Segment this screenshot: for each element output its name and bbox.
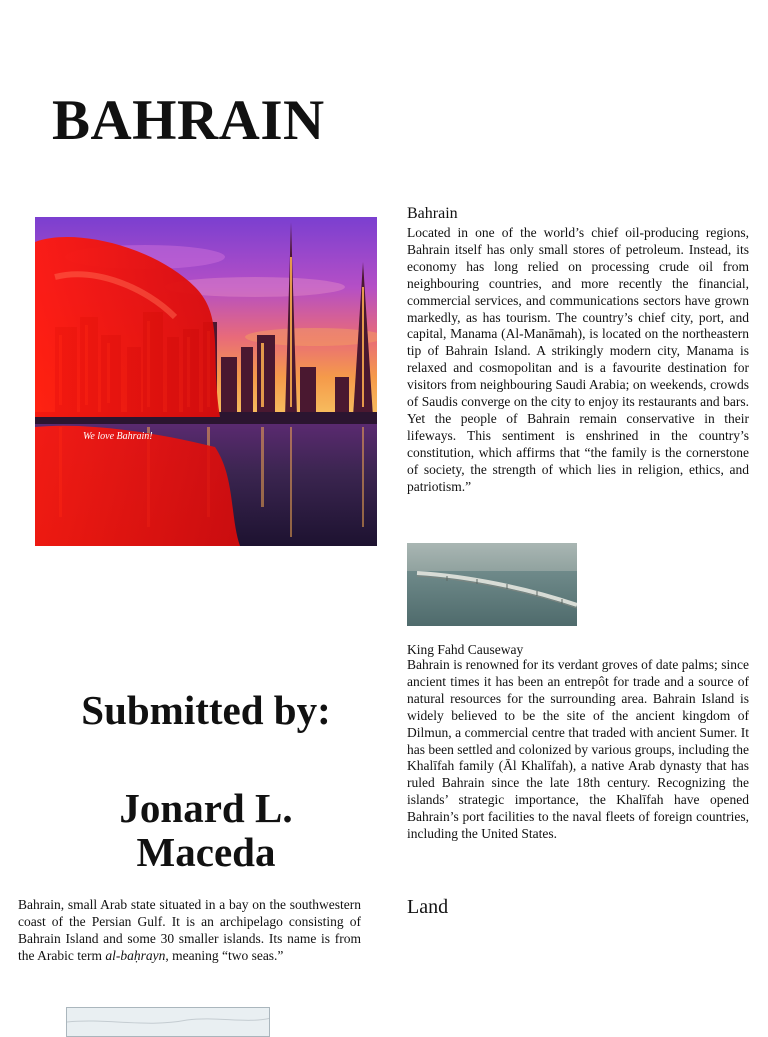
submitted-by-label: Submitted by: (81, 687, 331, 733)
hero-overlay-text: We love Bahrain! (83, 431, 153, 442)
author-name-line1: Jonard L. (119, 785, 293, 831)
page-title: BAHRAIN (52, 89, 325, 152)
summary-paragraph (18, 897, 361, 965)
section-heading-bahrain: Bahrain (407, 205, 458, 222)
causeway-caption: King Fahd Causeway (407, 642, 524, 657)
section-heading-land: Land (407, 896, 449, 918)
intro-paragraph: Located in one of the world’s chief oil-producing regions, Bahrain itself has only small stores of petroleum. Instead, its economy has long relied on processing crude oil from neighbouring countries, and more recently the financial, commercial services, and communications sectors have grown markedly, as has tourism. The country’s chief city, port, and capital, Manama (Al-Manāmah), is located on the northeastern tip of Bahrain Island. A strikingly modern city, Manama is relaxed and cosmopolitan and is a favourite destination for visitors from neighbouring Saudi Arabia; on weekends, crowds of Saudis converge on the city to enjoy its restaurants and bars. Yet the people of Bahrain remain conservative in their lifeways. This sentiment is enshrined in the country’s constitution, which affirms that “the family is the cornerstone of society, the strength of which lies in religion, ethics, and patriotism.” (407, 225, 749, 494)
summary-text-end: , meaning “two seas.” (165, 947, 284, 963)
map-thumbnail-image (66, 1007, 270, 1037)
summary-text-start: Bahrain, small Arab state situated in a bay on the southwestern coast of the Persian Gulf. It is an archipelago consisting of Bahrain Island and some 30 smaller islands. Its name is from the Arabic term (18, 897, 361, 963)
author-name (35, 786, 377, 875)
manama-skyline-image (35, 217, 377, 546)
king-fahd-causeway-photo (407, 543, 577, 626)
arabic-term: al-baḥrayn (105, 947, 166, 963)
author-name-line2: Maceda (136, 829, 276, 876)
history-paragraph: Bahrain is renowned for its verdant groves of date palms; since ancient times it has been an entrepôt for trade and a source of natural resources for the surrounding area. Bahrain Island is widely believed to be the site of the ancient kingdom of Dilmun, a commercial centre that traded with ancient Sumer. It has been settled and colonized by various groups, including the Khalīfah family (Āl Khalīfah), a native Arab dynasty that has ruled Bahrain since the late 18th century. Recognizing the islands’ strategic importance, the Khalīfah have opened Bahrain’s port facilities to the naval fleets of foreign countries, including the United States. (407, 657, 749, 842)
